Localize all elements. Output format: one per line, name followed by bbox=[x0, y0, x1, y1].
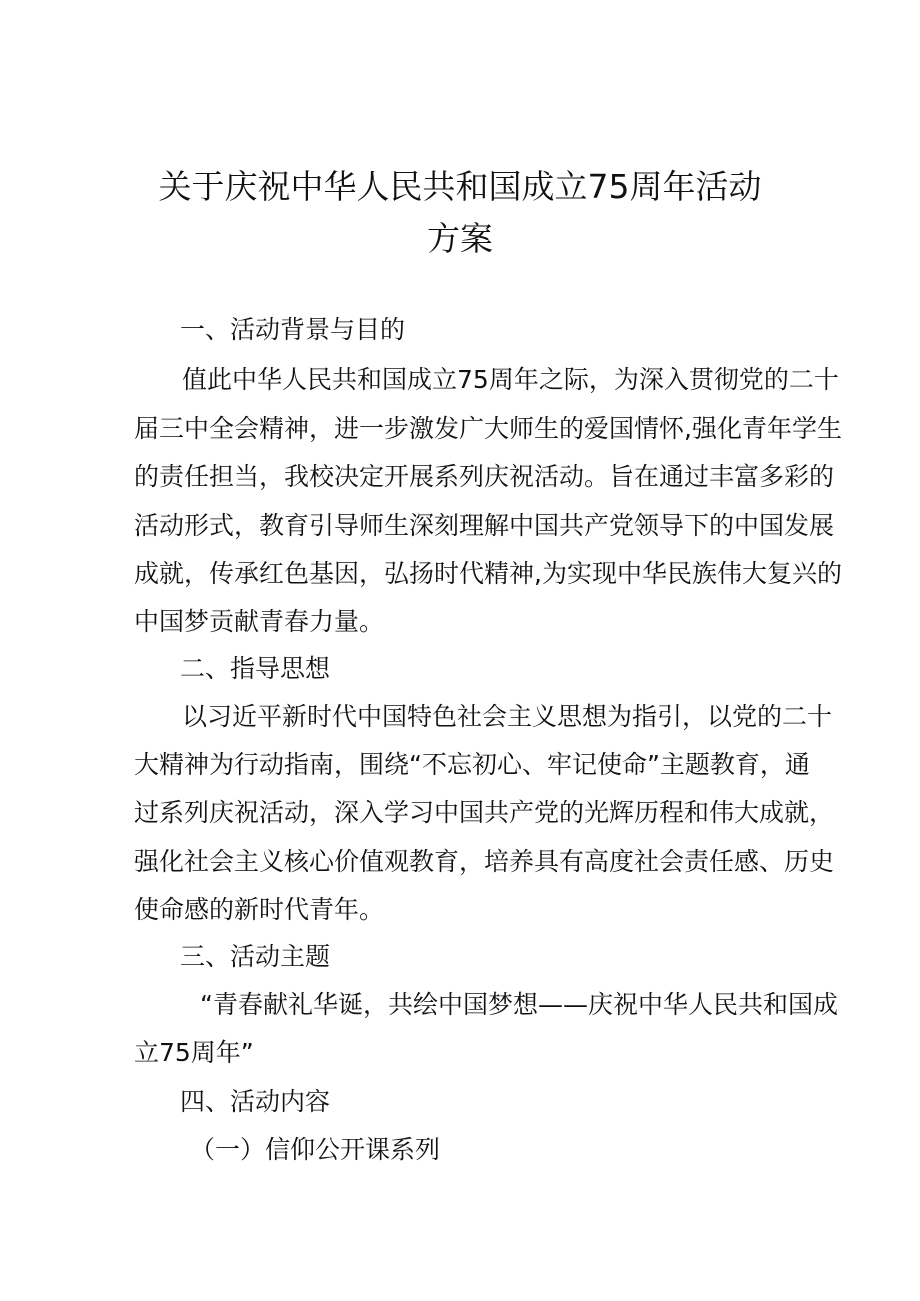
section-2-heading: 二、指导思想 bbox=[180, 654, 331, 683]
section-1-paragraph-line: 活动形式，教育引导师生深刻理解中国共产党领导下的中国发展 bbox=[134, 511, 835, 540]
section-1-paragraph-line: 届三中全会精神，进一步激发广大师生的爱国情怀,强化青年学生 bbox=[134, 414, 842, 443]
section-2-paragraph-line: 使命感的新时代青年。 bbox=[134, 895, 385, 924]
document-title-line-2: 方案 bbox=[427, 219, 493, 258]
section-1-paragraph-line: 的责任担当，我校决定开展系列庆祝活动。旨在通过丰富多彩的 bbox=[134, 462, 835, 491]
section-1-paragraph-line: 成就，传承红色基因，弘扬时代精神,为实现中华民族伟大复兴的 bbox=[134, 559, 842, 588]
section-2-paragraph-line: 强化社会主义核心价值观教育，培养具有高度社会责任感、历史 bbox=[134, 847, 835, 876]
section-4-subheading-1: （一）信仰公开课系列 bbox=[190, 1135, 441, 1164]
document-title-line-1: 关于庆祝中华人民共和国成立75周年活动 bbox=[158, 167, 762, 206]
section-3-theme-line: “青春献礼华诞，共绘中国梦想——庆祝中华人民共和国成 bbox=[200, 990, 838, 1019]
section-2-paragraph-line: 以习近平新时代中国特色社会主义思想为指引，以党的二十 bbox=[182, 702, 833, 731]
section-1-heading: 一、活动背景与目的 bbox=[180, 315, 406, 344]
section-3-theme-line: 立75周年” bbox=[134, 1038, 254, 1067]
section-4-heading: 四、活动内容 bbox=[180, 1087, 331, 1116]
section-2-paragraph-line: 过系列庆祝活动，深入学习中国共产党的光辉历程和伟大成就， bbox=[134, 798, 835, 827]
section-3-heading: 三、活动主题 bbox=[180, 942, 331, 971]
section-1-paragraph-line: 中国梦贡献青春力量。 bbox=[134, 607, 385, 636]
section-1-paragraph-line: 值此中华人民共和国成立75周年之际，为深入贯彻党的二十 bbox=[182, 365, 839, 394]
section-2-paragraph-line: 大精神为行动指南，围绕“不忘初心、牢记使命”主题教育，通 bbox=[134, 750, 810, 779]
